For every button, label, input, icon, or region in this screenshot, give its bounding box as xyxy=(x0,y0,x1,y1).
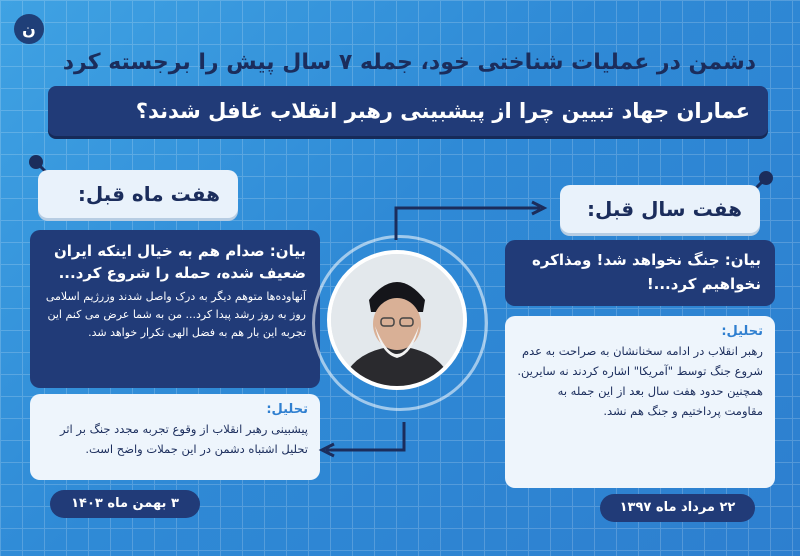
portrait-illustration xyxy=(331,254,463,386)
analysis-text-right: رهبر انقلاب در ادامه سخنانشان به صراحت به عدم شروع جنگ توسط "آمریکا" اشاره کردند نه سایرین. همچنین حدود هفت سال بعد از این جمله به مقاومت پرداختیم و جنگ هم نشد. xyxy=(517,344,763,418)
quote-headline-left: بیان: صدام هم به خیال اینکه ایران ضعیف شده، حمله را شروع کرد... xyxy=(53,242,306,282)
tag-seven-months-ago: هفت ماه قبل: xyxy=(38,170,238,218)
quote-box-left xyxy=(30,230,320,388)
headline-line2: عماران جهاد تبیین چرا از پیشبینی رهبر انقلاب غافل شدند؟ xyxy=(48,86,768,136)
arrow-right-icon xyxy=(392,200,552,250)
leader-portrait xyxy=(327,250,467,390)
analysis-text-left: پیشبینی رهبر انقلاب از وقوع تجربه مجدد جنگ بر اثر تحلیل اشتباه دشمن در این جملات واضح است. xyxy=(60,422,308,456)
channel-logo: ن xyxy=(14,14,44,44)
date-right: ۲۲ مرداد ماه ۱۳۹۷ xyxy=(600,494,755,522)
analysis-box-right xyxy=(505,316,775,488)
tag-seven-years-ago: هفت سال قبل: xyxy=(560,185,760,233)
arrow-left-icon xyxy=(318,420,408,460)
analysis-title-right: تحلیل: xyxy=(721,324,763,339)
date-left: ۳ بهمن ماه ۱۴۰۳ xyxy=(50,490,200,518)
analysis-box-left xyxy=(30,394,320,480)
analysis-title-left: تحلیل: xyxy=(266,402,308,417)
quote-body-left: آنهاوده‌ها متوهم دیگر به درک واصل شدند وزرژیم اسلامی روز به روز رشد پیدا کرد... من به شما عرض می کنم این تجربه این بار هم به فضل الهی تکرار خواهد شد. xyxy=(45,290,306,339)
quote-box-right: بیان: جنگ نخواهد شد! ومذاکره نخواهیم کرد...! xyxy=(505,240,775,306)
headline-line1: دشمن در عملیات شناختی خود، جمله ۷ سال پیش را برجسته کرد xyxy=(62,50,756,75)
